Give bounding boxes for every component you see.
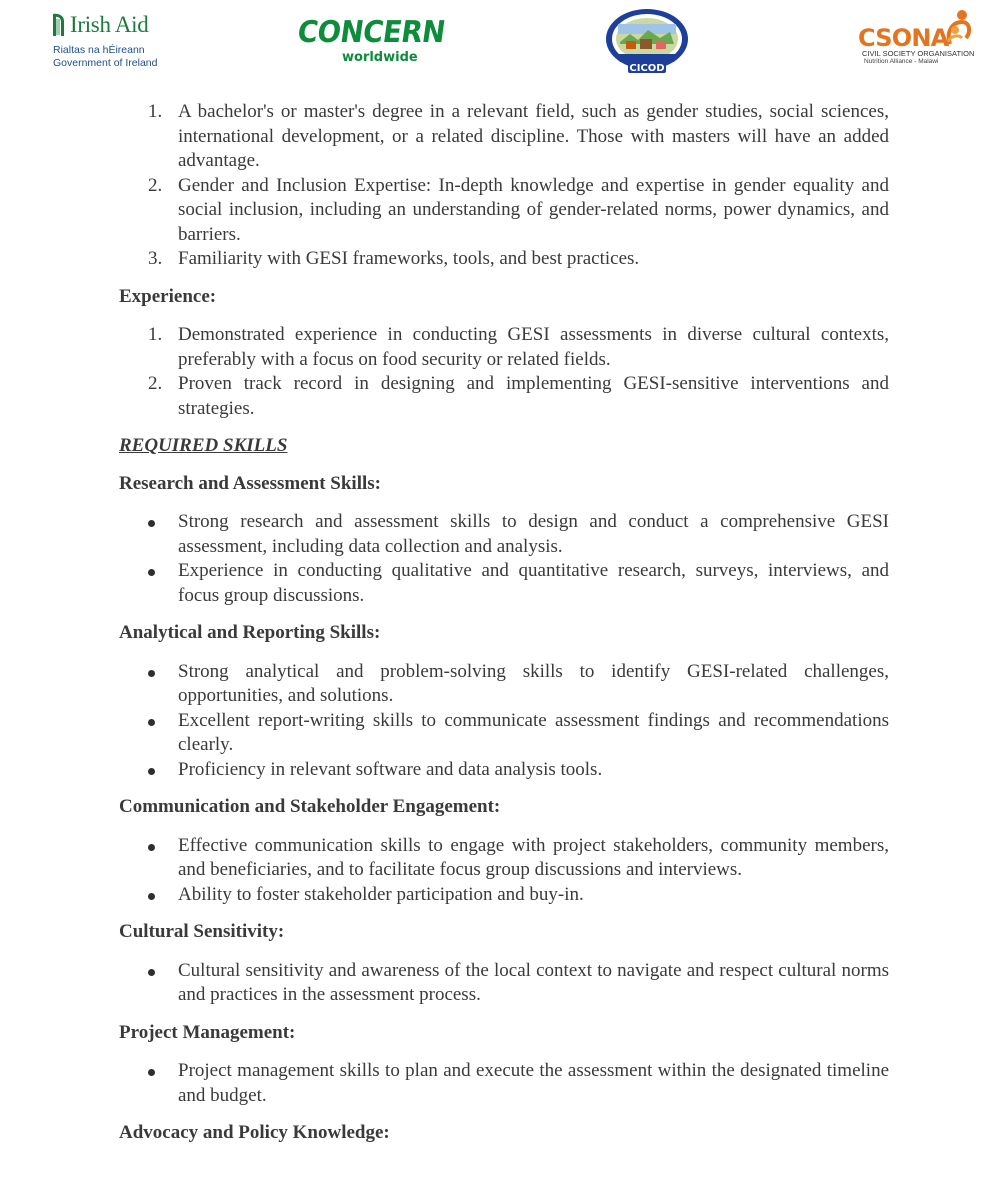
required-skills-title: REQUIRED SKILLS bbox=[119, 435, 288, 456]
project-management-heading: Project Management: bbox=[119, 1021, 296, 1043]
list-item bbox=[119, 883, 889, 908]
analytical-skills-list bbox=[119, 660, 889, 783]
list-item-text: Demonstrated experience in conducting GESI assessments in diverse cultural contexts, preferably with a focus on food security or related fields. bbox=[178, 324, 889, 370]
list-number: 3. bbox=[148, 248, 163, 269]
bullet-icon bbox=[148, 670, 155, 677]
irish-aid-subtitle-english: Government of Ireland bbox=[53, 57, 158, 69]
list-item bbox=[119, 100, 889, 174]
experience-heading: Experience: bbox=[119, 285, 217, 307]
research-skills-heading: Research and Assessment Skills: bbox=[119, 472, 381, 494]
csona-logo bbox=[858, 8, 974, 68]
csona-name: CSONA bbox=[858, 24, 949, 52]
cicod-logo bbox=[604, 8, 690, 74]
bullet-icon bbox=[148, 893, 155, 900]
list-item-text: Effective communication skills to engage with project stakeholders, community members, and beneficiaries, and to facilitate focus group discussions and interviews. bbox=[178, 834, 889, 880]
irish-aid-logo bbox=[50, 12, 170, 72]
list-item bbox=[119, 559, 889, 608]
list-item-text: Project management skills to plan and execute the assessment within the designated timeline and budget. bbox=[178, 1060, 889, 1106]
list-item bbox=[119, 323, 889, 372]
document-body bbox=[119, 100, 889, 1146]
list-item bbox=[119, 959, 889, 1008]
irish-aid-name: Irish Aid bbox=[70, 12, 149, 37]
logo-header bbox=[0, 0, 1000, 78]
list-item bbox=[119, 758, 889, 783]
list-item-text: Cultural sensitivity and awareness of the local context to navigate and respect cultural norms and practices in the assessment process. bbox=[178, 959, 889, 1005]
bullet-icon bbox=[148, 768, 155, 775]
list-item bbox=[119, 660, 889, 709]
advocacy-policy-heading: Advocacy and Policy Knowledge: bbox=[119, 1122, 390, 1143]
csona-subtitle: CIVIL SOCIETY ORGANISATION bbox=[862, 49, 975, 58]
bullet-icon bbox=[148, 1069, 155, 1076]
list-item-text: A bachelor's or master's degree in a relevant field, such as gender studies, social sciences, international development, or a related discipline. Those with masters will have an added advantage. bbox=[178, 101, 889, 171]
list-item-text: Experience in conducting qualitative and quantitative research, surveys, interviews, and focus group discussions. bbox=[178, 560, 889, 606]
bullet-icon bbox=[148, 719, 155, 726]
bullet-icon bbox=[148, 844, 155, 851]
list-item-text: Strong analytical and problem-solving skills to identify GESI-related challenges, opportunities, and solutions. bbox=[178, 660, 889, 706]
research-skills-list bbox=[119, 510, 889, 608]
list-item bbox=[119, 709, 889, 758]
list-item bbox=[119, 1059, 889, 1108]
concern-subtitle: worldwide bbox=[342, 50, 418, 65]
list-number: 1. bbox=[148, 324, 163, 345]
list-item-text: Proficiency in relevant software and data analysis tools. bbox=[178, 758, 603, 780]
list-item-text: Familiarity with GESI frameworks, tools, and best practices. bbox=[178, 248, 640, 269]
list-item-text: Proven track record in designing and implementing GESI-sensitive interventions and strategies. bbox=[178, 373, 889, 419]
communication-heading: Communication and Stakeholder Engagement: bbox=[119, 796, 501, 817]
communication-list bbox=[119, 834, 889, 908]
list-item bbox=[119, 174, 889, 248]
list-item bbox=[119, 372, 889, 421]
cultural-sensitivity-heading: Cultural Sensitivity: bbox=[119, 921, 285, 942]
cultural-sensitivity-list bbox=[119, 959, 889, 1008]
analytical-skills-heading: Analytical and Reporting Skills: bbox=[119, 622, 381, 643]
irish-aid-title bbox=[50, 12, 148, 38]
list-number: 2. bbox=[148, 174, 163, 196]
concern-worldwide-logo bbox=[295, 15, 448, 68]
list-item-text: Strong research and assessment skills to design and conduct a comprehensive GESI assessment, including data collection and analysis. bbox=[178, 511, 889, 557]
experience-list bbox=[119, 323, 889, 421]
list-item bbox=[119, 510, 889, 559]
list-number: 2. bbox=[148, 373, 163, 394]
bullet-icon bbox=[148, 520, 155, 527]
list-item-text: Ability to foster stakeholder participation and buy-in. bbox=[178, 883, 584, 905]
concern-name: CONCERN bbox=[295, 15, 448, 50]
list-item-text: Excellent report-writing skills to communicate assessment findings and recommendations clearly. bbox=[178, 709, 889, 755]
irish-aid-subtitle-irish: Rialtas na hÉireann bbox=[53, 44, 145, 56]
csona-tagline: Nutrition Alliance - Malawi bbox=[864, 58, 939, 65]
cicod-seal-icon bbox=[604, 8, 690, 74]
list-item bbox=[119, 834, 889, 883]
project-management-list bbox=[119, 1059, 889, 1108]
list-number: 1. bbox=[148, 101, 163, 122]
qualifications-list bbox=[119, 100, 889, 272]
bullet-icon bbox=[148, 969, 155, 976]
cicod-label: CICOD bbox=[629, 63, 665, 74]
bullet-icon bbox=[148, 569, 155, 576]
list-item bbox=[119, 247, 889, 272]
harp-icon bbox=[50, 12, 66, 38]
list-item-text: Gender and Inclusion Expertise: In-depth knowledge and expertise in gender equality and social inclusion, including an understanding of gender-related norms, power dynamics, and barriers. bbox=[178, 174, 889, 245]
